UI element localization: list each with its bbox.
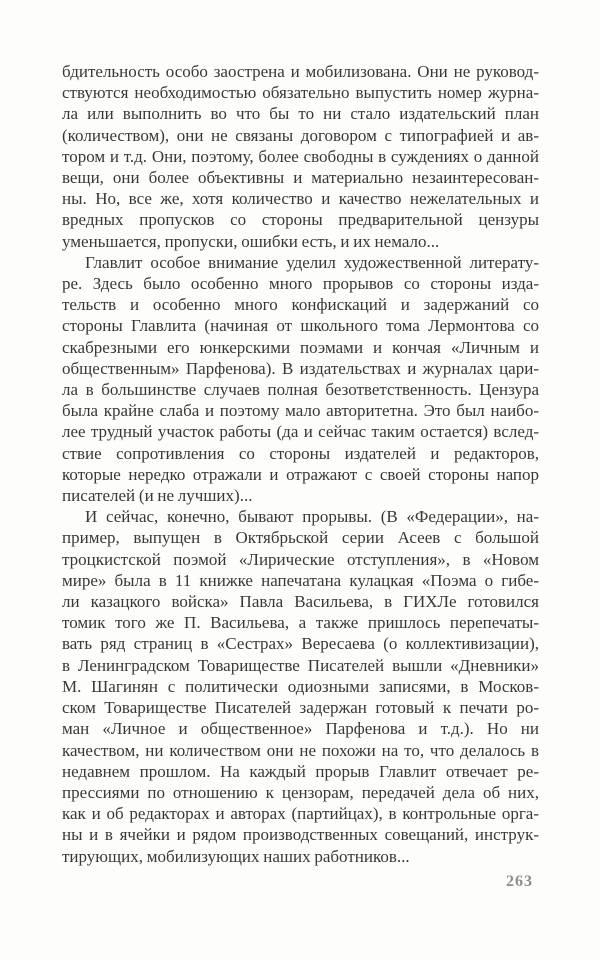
text-line: уменьшается, пропуски, ошибки есть, и их немало... [62, 231, 440, 251]
text-line: стороны Главлита (начиная от школьного тома Лермонтова со [62, 316, 539, 336]
text-line: ре. Здесь было особенно много прорывов со стороны изда- [62, 274, 539, 294]
text-line: качеством, ни количеством они не похожи на то, что делалось в [62, 740, 539, 760]
page-number: 263 [506, 873, 533, 890]
text-line: мире» была в 11 книжке напечатана кулацкая «Поэма о гибе- [62, 570, 539, 590]
text-line: бдительность особо заострена и мобилизована. Они не руковод- [62, 62, 539, 81]
text-line: вредных пропусков со стороны предварительной цензуры [62, 210, 539, 230]
paragraph [62, 61, 539, 252]
text-line: как и об редакторах и авторах (партийцах), в контрольные орга- [62, 804, 539, 824]
text-line: в Ленинградском Товариществе Писателей вышли «Дневники» [62, 655, 539, 675]
paragraph [62, 252, 539, 506]
paragraph [62, 506, 539, 866]
text-line: ском Товариществе Писателей задержан готовый к печати ро- [62, 698, 539, 718]
text-line: ны. Но, все же, хотя количество и качество нежелательных и [62, 189, 539, 209]
text-line: И сейчас, конечно, бывают прорывы. (В «Федерации», на- [85, 507, 539, 527]
text-line: троцкистской поэмой «Лирические отступления», в «Новом [62, 549, 539, 569]
text-line: ны и в ячейки и рядом производственных совещаний, инструк- [62, 825, 539, 845]
text-line: лее трудный участок работы (да и сейчас таким остается) вслед- [62, 422, 539, 442]
text-line: ли казацкого войска» Павла Васильева, в ГИХЛе готовился [62, 592, 539, 612]
text-line: общественным» Парфенова). В издательствах и журналах цари- [62, 358, 539, 378]
text-line: вещи, они более объективны и материально незаинтересован- [62, 168, 539, 188]
text-line: вать ряд страниц в «Сестрах» Вересаева (о коллективизации), [62, 634, 539, 654]
text-line: которые нередко отражали и отражают с своей стороны напор [62, 464, 539, 484]
text-line: тельств и особенно много конфискаций и задержаний со [62, 295, 539, 315]
text-line: скабрезными его юнкерскими поэмами и кончая «Личным и [62, 337, 539, 357]
text-line: ла или выполнить во что бы то ни стало издательский план [62, 104, 539, 124]
text-line: ман «Личное и общественное» Парфенова и т.д.). Но ни [62, 719, 539, 739]
text-line: писателей (и не лучших)... [62, 486, 253, 506]
text-line: ла в большинстве случаев полная безответственность. Цензура [62, 380, 539, 400]
text-line: томик того же П. Васильева, а также пришлось перепечаты- [62, 613, 539, 633]
text-line: недавнем прошлом. На каждый прорыв Главлит отвечает ре- [62, 761, 539, 781]
page-text [62, 61, 539, 867]
text-line: тором и т.д. Они, поэтому, более свободны в суждениях о данной [62, 146, 539, 166]
text-line: ствие сопротивления со стороны издателей и редакторов, [62, 443, 539, 463]
text-line: пример, выпущен в Октябрьской серии Асеев с большой [62, 528, 539, 548]
text-line: (количеством), они не связаны договором с типографией и ав- [62, 125, 539, 145]
text-line: ствуются необходимостью обязательно выпустить номер журна- [62, 83, 539, 103]
text-line: прессиями по отношению к цензорам, передачей дела об них, [62, 782, 539, 802]
text-line: Главлит особое внимание уделил художественной литерату- [85, 252, 539, 272]
text-line: М. Шагинян с политически одиозными записями, в Москов- [62, 676, 539, 696]
text-line: была крайне слаба и поэтому мало авторитетна. Это был наибо- [62, 401, 539, 421]
text-line: тирующих, мобилизующих наших работников... [62, 846, 410, 866]
